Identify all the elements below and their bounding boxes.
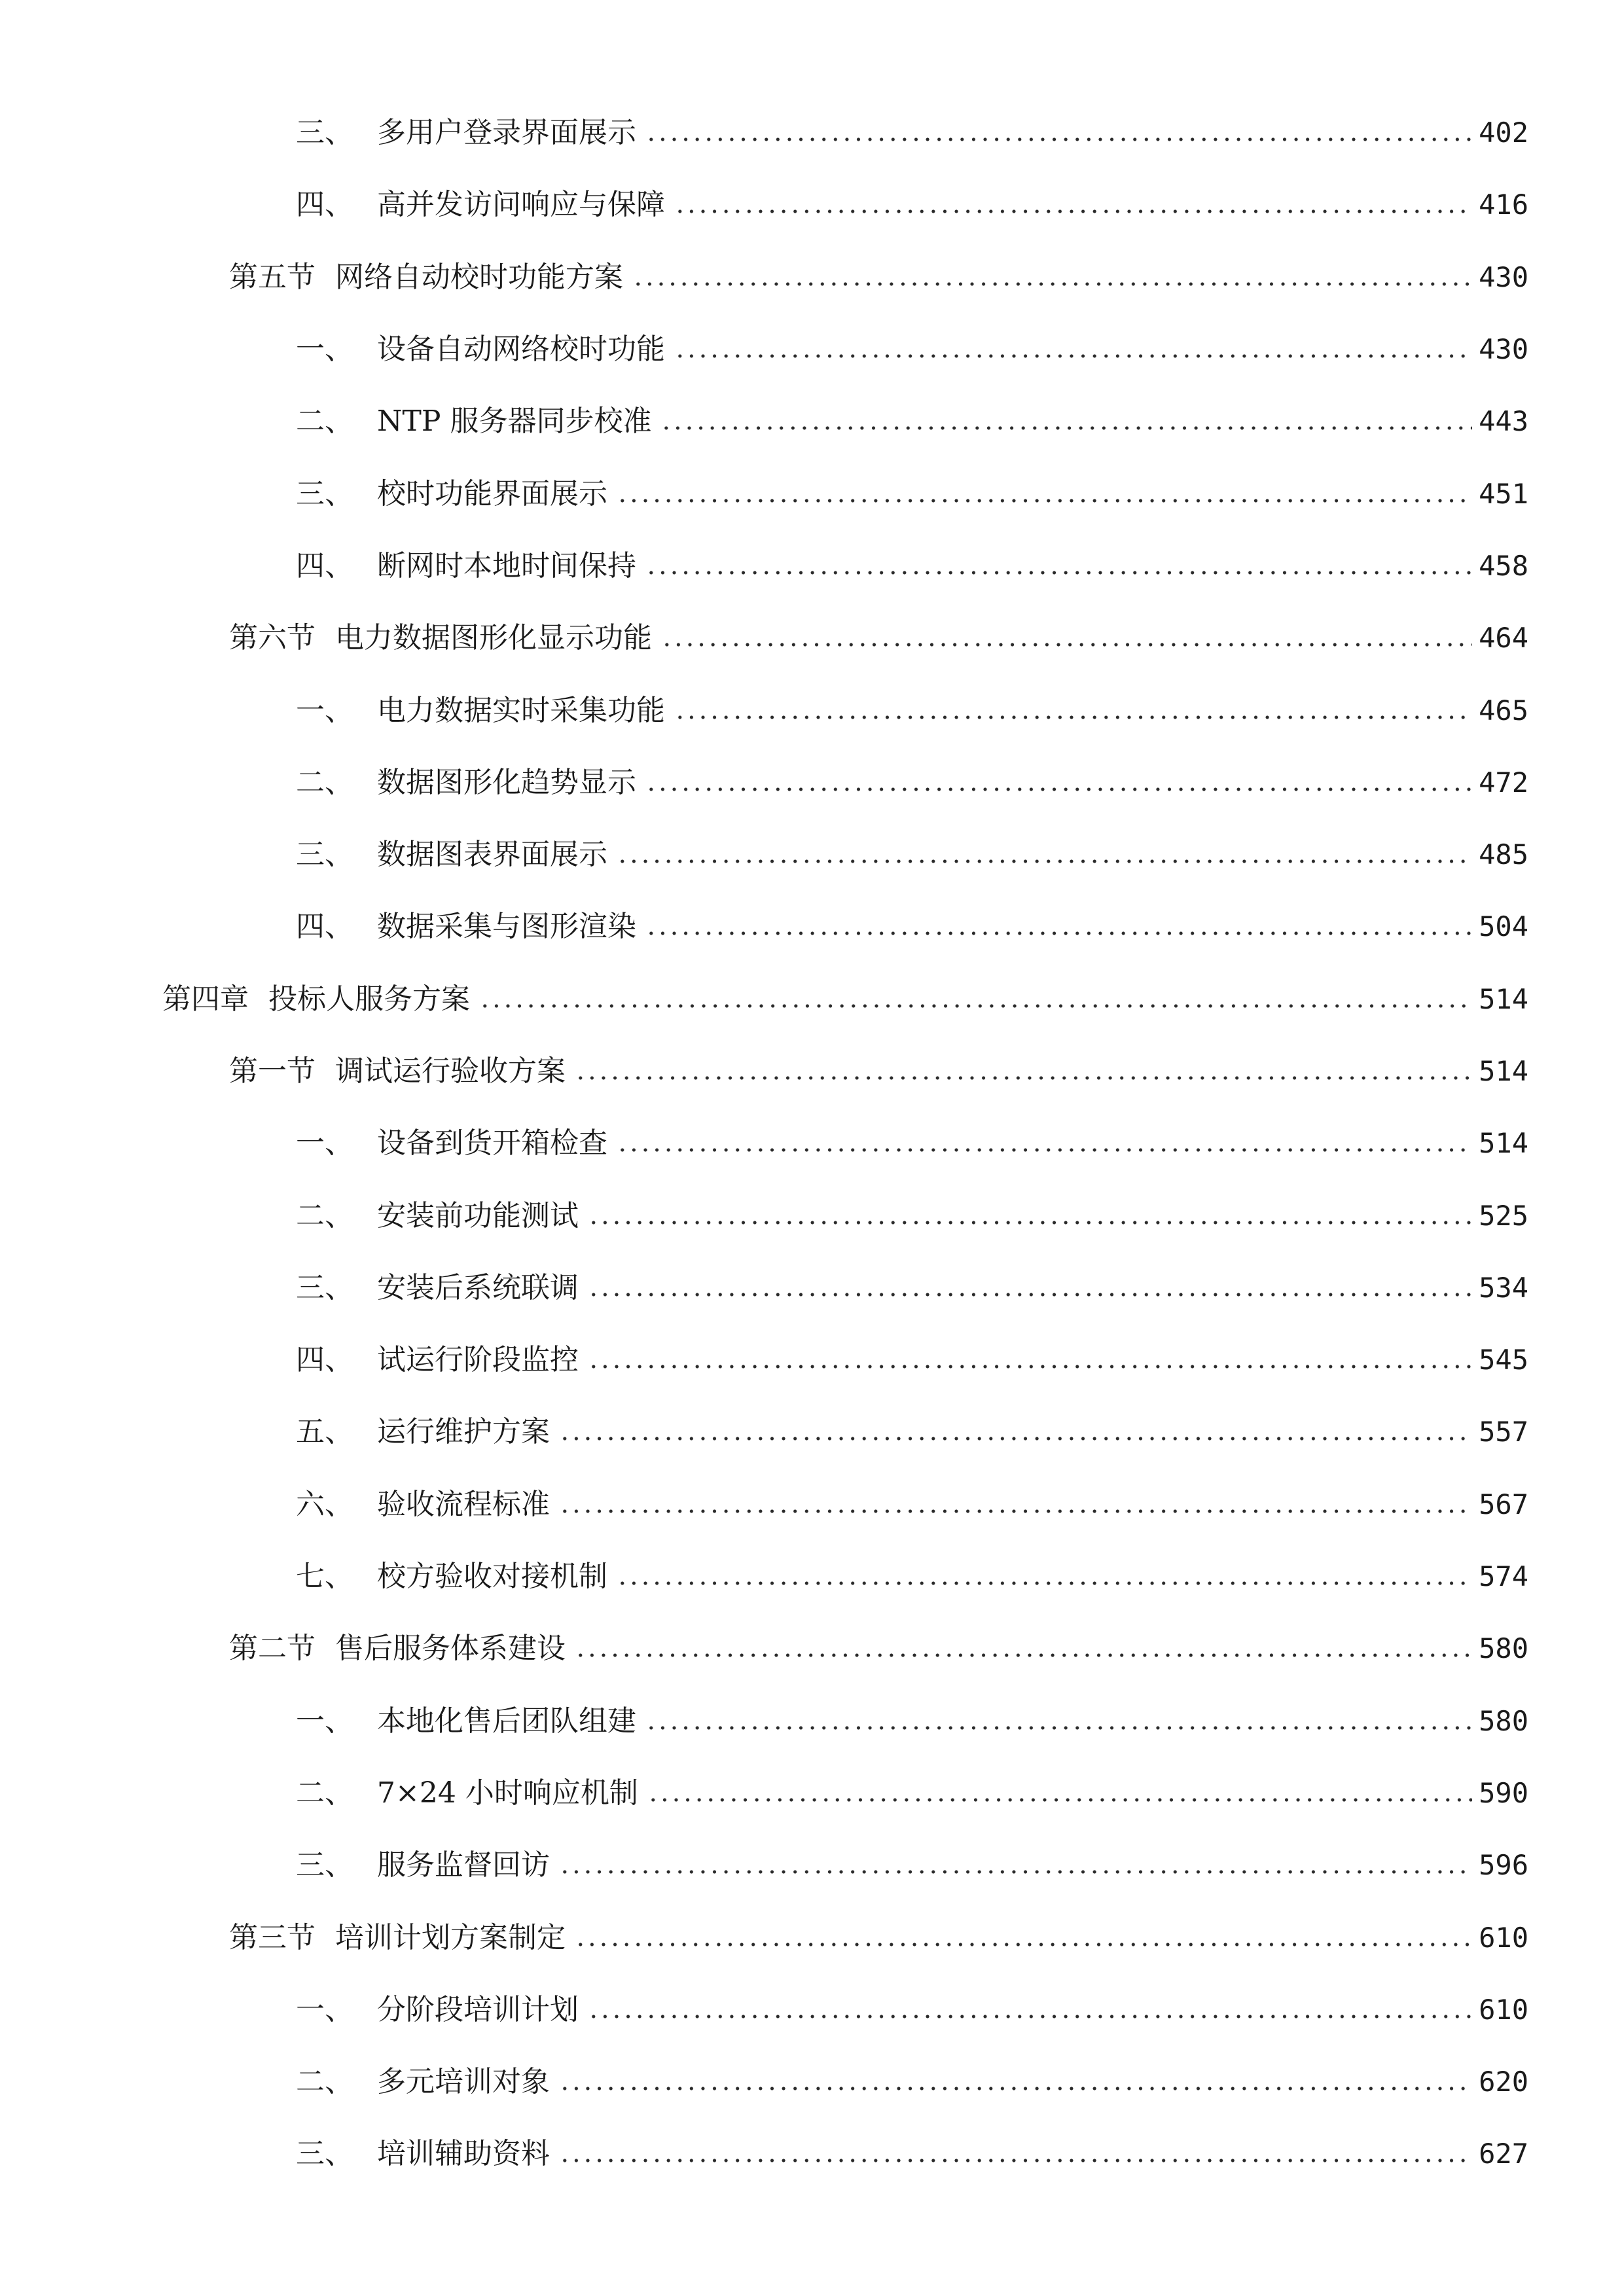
dot-leader (645, 570, 1472, 575)
dot-leader (559, 1509, 1472, 1514)
toc-entry-page-number: 451 (1479, 477, 1528, 510)
toc-entry-page-number: 430 (1479, 260, 1528, 293)
toc-entry-label (229, 260, 623, 294)
toc-entry-title: NTP 服务器同步校准 (377, 404, 652, 439)
toc-entry-page-number: 545 (1479, 1344, 1528, 1376)
toc-entry-label (296, 476, 607, 511)
toc-entry-number: 一、 (296, 1992, 353, 2026)
toc-entry-page-number: 574 (1479, 1560, 1528, 1593)
dot-leader (660, 425, 1472, 431)
dot-leader (617, 1147, 1472, 1153)
toc-entry-number: 七、 (296, 1560, 353, 1594)
toc-entry-page-number: 402 (1479, 117, 1528, 149)
toc-entry-number: 一、 (296, 332, 353, 367)
toc-entry-title: 培训计划方案制定 (335, 1920, 566, 1954)
toc-entry-page-number: 596 (1479, 1849, 1528, 1882)
toc-entry-label (229, 1920, 566, 1954)
toc-entry-item[interactable] (0, 1829, 1624, 1901)
toc-entry-label (296, 1704, 636, 1738)
toc-entry-number: 五、 (296, 1415, 353, 1449)
toc-entry-label (162, 982, 470, 1016)
toc-entry-number: 二、 (296, 765, 353, 799)
toc-entry-item[interactable] (0, 457, 1624, 529)
toc-entry-title: 培训辅助资料 (377, 2137, 550, 2171)
toc-entry-page-number: 514 (1479, 982, 1528, 1015)
toc-entry-number: 一、 (296, 1126, 353, 1160)
toc-entry-title: 数据图形化趋势显示 (377, 765, 636, 799)
toc-entry-label (296, 1415, 550, 1449)
toc-entry-label (296, 1776, 638, 1810)
toc-entry-page-number: 610 (1479, 1921, 1528, 1954)
toc-entry-item[interactable] (0, 314, 1624, 386)
dot-leader (479, 1003, 1472, 1009)
toc-entry-page-number: 465 (1479, 694, 1528, 726)
toc-entry-label (296, 1992, 579, 2026)
toc-entry-label (296, 910, 636, 944)
toc-entry-item[interactable] (0, 97, 1624, 169)
toc-entry-page-number: 580 (1479, 1704, 1528, 1737)
toc-entry-page-number: 504 (1479, 910, 1528, 943)
toc-entry-page-number: 557 (1479, 1416, 1528, 1448)
dot-leader (674, 715, 1472, 720)
toc-entry-title: 服务监督回访 (377, 1848, 550, 1882)
toc-entry-label (229, 621, 652, 655)
dot-leader (559, 1869, 1472, 1874)
toc-entry-label (296, 1270, 579, 1304)
toc-entry-page-number: 464 (1479, 622, 1528, 655)
toc-entry-title: 试运行阶段监控 (377, 1343, 579, 1377)
table-of-contents (0, 97, 1624, 2191)
toc-entry-number: 四、 (296, 548, 353, 583)
toc-entry-item[interactable] (0, 1396, 1624, 1468)
toc-entry-item[interactable] (0, 2118, 1624, 2190)
toc-entry-label (229, 1054, 566, 1088)
toc-entry-number: 三、 (296, 2137, 353, 2171)
toc-entry-number: 六、 (296, 1487, 353, 1521)
toc-entry-title: 分阶段培训计划 (377, 1992, 579, 2026)
dot-leader (674, 353, 1472, 359)
toc-entry-section[interactable] (0, 602, 1624, 674)
toc-entry-title: 运行维护方案 (377, 1415, 550, 1449)
toc-entry-number: 三、 (296, 1848, 353, 1882)
toc-entry-page-number: 567 (1479, 1488, 1528, 1520)
toc-entry-page-number: 610 (1479, 1993, 1528, 2026)
toc-entry-number: 二、 (296, 1776, 353, 1810)
toc-entry-title: 高并发访问响应与保障 (377, 188, 665, 222)
toc-entry-number: 第六节 (229, 621, 316, 655)
toc-entry-item[interactable] (0, 1757, 1624, 1829)
toc-entry-title: 安装后系统联调 (377, 1270, 579, 1304)
toc-entry-label (296, 693, 665, 727)
dot-leader (588, 1292, 1472, 1297)
toc-entry-number: 第四章 (162, 982, 249, 1016)
toc-entry-title: 投标人服务方案 (268, 982, 470, 1016)
toc-entry-item[interactable] (0, 1179, 1624, 1251)
toc-entry-label (296, 2065, 550, 2099)
toc-entry-number: 一、 (296, 1704, 353, 1738)
toc-entry-label (296, 1126, 607, 1160)
toc-entry-label (296, 1560, 607, 1594)
toc-entry-number: 三、 (296, 116, 353, 150)
dot-leader (588, 2014, 1472, 2019)
toc-entry-title: 数据采集与图形渲染 (377, 910, 636, 944)
dot-leader (647, 1797, 1472, 1803)
dot-leader (645, 931, 1472, 936)
toc-entry-number: 第一节 (229, 1054, 316, 1088)
dot-leader (575, 1942, 1472, 1947)
toc-entry-number: 三、 (296, 1270, 353, 1304)
toc-entry-number: 第五节 (229, 260, 316, 294)
toc-entry-page-number: 514 (1479, 1127, 1528, 1160)
toc-entry-item[interactable] (0, 1252, 1624, 1324)
dot-leader (559, 2158, 1472, 2163)
toc-entry-item[interactable] (0, 1469, 1624, 1541)
toc-entry-number: 二、 (296, 404, 353, 439)
toc-entry-number: 一、 (296, 693, 353, 727)
toc-entry-page-number: 430 (1479, 333, 1528, 366)
toc-entry-title: 调试运行验收方案 (335, 1054, 566, 1088)
toc-entry-page-number: 443 (1479, 405, 1528, 438)
toc-entry-item[interactable] (0, 891, 1624, 963)
toc-entry-label (296, 1198, 579, 1232)
toc-entry-item[interactable] (0, 1107, 1624, 1179)
dot-leader (588, 1364, 1472, 1369)
toc-entry-section[interactable] (0, 1613, 1624, 1685)
toc-entry-label (296, 838, 607, 872)
toc-entry-number: 第三节 (229, 1920, 316, 1954)
toc-entry-item[interactable] (0, 2046, 1624, 2118)
toc-entry-item[interactable] (0, 1685, 1624, 1757)
toc-entry-label (296, 1343, 579, 1377)
toc-entry-title: 数据图表界面展示 (377, 838, 607, 872)
toc-entry-number: 四、 (296, 910, 353, 944)
toc-entry-page-number: 458 (1479, 549, 1528, 582)
toc-entry-number: 二、 (296, 2065, 353, 2099)
toc-entry-number: 二、 (296, 1198, 353, 1232)
toc-entry-title: 设备到货开箱检查 (377, 1126, 607, 1160)
dot-leader (617, 1581, 1472, 1586)
toc-entry-page-number: 590 (1479, 1776, 1528, 1809)
toc-entry-label (296, 1848, 550, 1882)
toc-entry-number: 三、 (296, 476, 353, 511)
toc-entry-page-number: 525 (1479, 1199, 1528, 1232)
dot-leader (661, 642, 1472, 647)
toc-entry-title: 断网时本地时间保持 (377, 548, 636, 583)
toc-entry-page-number: 620 (1479, 2066, 1528, 2098)
dot-leader (674, 209, 1472, 214)
toc-entry-section[interactable] (0, 1035, 1624, 1107)
toc-entry-item[interactable] (0, 1541, 1624, 1613)
dot-leader (645, 1725, 1472, 1731)
toc-entry-title: 设备自动网络校时功能 (377, 332, 665, 367)
toc-entry-page-number: 514 (1479, 1055, 1528, 1087)
dot-leader (559, 1436, 1472, 1441)
toc-entry-item[interactable] (0, 1974, 1624, 2046)
toc-entry-label (229, 1632, 566, 1666)
toc-entry-item[interactable] (0, 530, 1624, 602)
toc-entry-item[interactable] (0, 747, 1624, 819)
toc-entry-label (296, 404, 652, 439)
dot-leader (617, 859, 1472, 864)
toc-entry-title: 校时功能界面展示 (377, 476, 607, 511)
toc-entry-item[interactable] (0, 169, 1624, 241)
toc-entry-title: 网络自动校时功能方案 (335, 260, 623, 294)
toc-entry-page-number: 627 (1479, 2138, 1528, 2170)
toc-entry-page-number: 580 (1479, 1632, 1528, 1665)
toc-entry-page-number: 485 (1479, 838, 1528, 871)
toc-entry-number: 第二节 (229, 1632, 316, 1666)
dot-leader (575, 1653, 1472, 1658)
toc-entry-page-number: 472 (1479, 766, 1528, 798)
toc-entry-label (296, 548, 636, 583)
toc-entry-label (296, 116, 636, 150)
toc-entry-title: 电力数据图形化显示功能 (335, 621, 652, 655)
toc-entry-page-number: 534 (1479, 1271, 1528, 1304)
dot-leader (632, 281, 1472, 287)
toc-entry-title: 多元培训对象 (377, 2065, 550, 2099)
dot-leader (559, 2086, 1472, 2091)
dot-leader (645, 137, 1472, 142)
toc-entry-number: 四、 (296, 188, 353, 222)
toc-entry-title: 安装前功能测试 (377, 1198, 579, 1232)
toc-entry-section[interactable] (0, 1901, 1624, 1973)
toc-entry-number: 四、 (296, 1343, 353, 1377)
toc-entry-label (296, 188, 665, 222)
toc-entry-item[interactable] (0, 674, 1624, 746)
toc-entry-label (296, 765, 636, 799)
toc-entry-item[interactable] (0, 819, 1624, 891)
toc-entry-label (296, 2137, 550, 2171)
toc-entry-title: 本地化售后团队组建 (377, 1704, 636, 1738)
toc-entry-chapter[interactable] (0, 963, 1624, 1035)
dot-leader (588, 1220, 1472, 1225)
toc-entry-title: 多用户登录界面展示 (377, 116, 636, 150)
toc-entry-page-number: 416 (1479, 188, 1528, 221)
dot-leader (645, 787, 1472, 792)
toc-entry-item[interactable] (0, 386, 1624, 457)
toc-entry-title: 7×24 小时响应机制 (377, 1776, 638, 1810)
toc-entry-number: 三、 (296, 838, 353, 872)
toc-entry-title: 售后服务体系建设 (335, 1632, 566, 1666)
toc-entry-title: 验收流程标准 (377, 1487, 550, 1521)
toc-entry-title: 电力数据实时采集功能 (377, 693, 665, 727)
toc-entry-label (296, 1487, 550, 1521)
dot-leader (617, 498, 1472, 503)
dot-leader (575, 1075, 1472, 1081)
toc-entry-item[interactable] (0, 1324, 1624, 1396)
toc-entry-section[interactable] (0, 242, 1624, 314)
toc-entry-title: 校方验收对接机制 (377, 1560, 607, 1594)
toc-entry-label (296, 332, 665, 367)
